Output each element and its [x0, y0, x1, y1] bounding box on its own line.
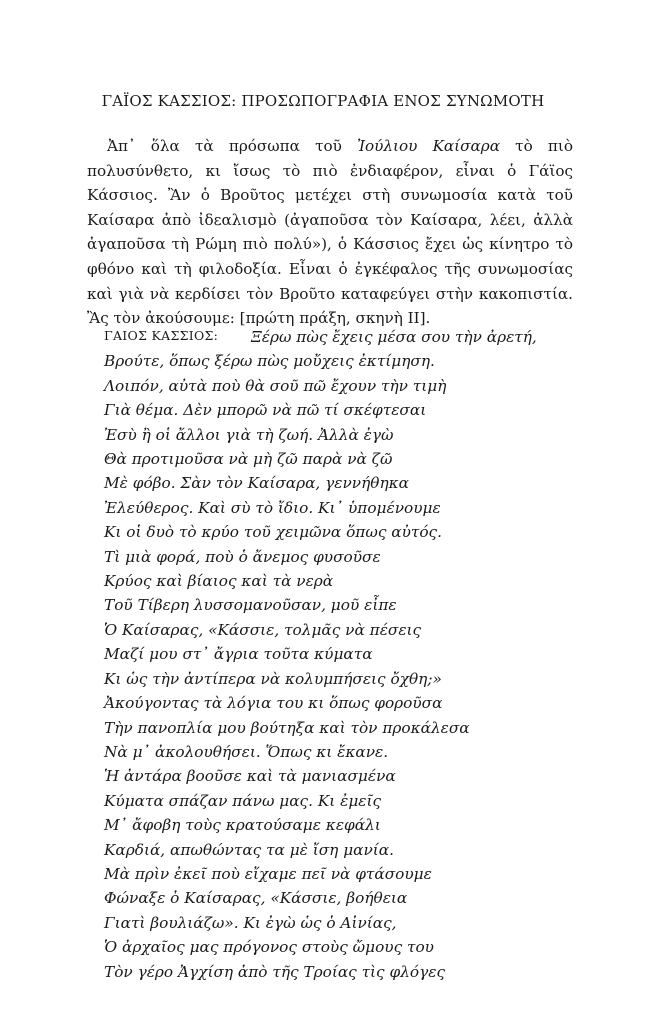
verse-line: Ἡ ἀντάρα βοοῦσε καὶ τὰ μανιασμένα — [104, 767, 396, 786]
verse-line: Γιὰ θέμα. Δὲν μπορῶ νὰ πῶ τί σκέφτεσαι — [104, 401, 427, 420]
section-heading: ΓΑΪΟΣ ΚΑΣΣΙΟΣ: ΠΡΟΣΩΠΟΓΡΑΦΙΑ ΕΝΟΣ ΣΥΝΩΜΟΤΗ — [101, 92, 545, 110]
verse-line: Τοῦ Τίβερη λυσσομανοῦσαν, μοῦ εἶπε — [104, 596, 397, 615]
verse-line: Μ᾿ ἄφοβη τοὺς κρατούσαμε κεφάλι — [104, 816, 381, 835]
verse-line: Φώναξε ὁ Καίσαρας, «Κάσσιε, βοήθεια — [104, 889, 408, 908]
verse-line: Μὲ φόβο. Σὰν τὸν Καίσαρα, γεννήθηκα — [104, 474, 409, 493]
verse-line: Ὁ ἀρχαῖος μας πρόγονος στοὺς ὤμους του — [104, 938, 434, 957]
intro-paragraph — [87, 134, 573, 331]
verse-line: Νὰ μ᾿ ἀκολουθήσει. Ὅπως κι ἔκανε. — [104, 742, 389, 761]
work-title: Ἰούλιου Καίσαρα — [357, 137, 500, 155]
verse-line: Κι ὡς τὴν ἀντίπερα νὰ κολυμπήσεις ὄχθη;» — [104, 669, 442, 688]
verse-line: Κρύος καὶ βίαιος καὶ τὰ νερὰ — [104, 572, 334, 591]
verse-line: Ὁ Καίσαρας, «Κάσσιε, τολμᾶς νὰ πέσεις — [104, 620, 422, 639]
verse-line: Λοιπόν, αὐτὰ ποὺ θὰ σοῦ πῶ ἔχουν τὴν τιμὴ — [104, 376, 447, 395]
verse-line: Μὰ πρὶν ἐκεῖ ποὺ εἴχαμε πεῖ νὰ φτάσουμε — [104, 864, 432, 883]
intro-text — [87, 134, 573, 331]
verse-line: Ἐλεύθερος. Καὶ σὺ τὸ ἴδιο. Κι᾿ ὑπομένουμε — [104, 498, 441, 517]
verse-line: Ἐσὺ ἢ οἱ ἄλλοι γιὰ τὴ ζωή. Ἀλλὰ ἐγὼ — [104, 425, 394, 444]
verse-line: Γιατὶ βουλιάζω». Κι ἐγὼ ὡς ὁ Αἰνίας, — [104, 913, 397, 932]
verse-line: Κύματα σπάζαν πάνω μας. Κι ἐμεῖς — [104, 791, 382, 810]
verse-line: Θὰ προτιμοῦσα νὰ μὴ ζῶ παρὰ νὰ ζῶ — [104, 450, 393, 469]
verse-line: Ἀκούγοντας τὰ λόγια του κι ὅπως φοροῦσα — [104, 694, 443, 713]
intro-text-part1: Ἀπ᾿ ὅλα τὰ πρόσωπα τοῦ — [107, 137, 358, 155]
verse-line: Κι οἱ δυὸ τὸ κρύο τοῦ χειμῶνα ὅπως αὐτός. — [104, 523, 442, 542]
verse-line: Τὶ μιὰ φορά, ποὺ ὁ ἄνεμος φυσοῦσε — [104, 547, 381, 566]
verse-line: Τὸν γέρο Ἀγχίση ἀπὸ τῆς Τροίας τὶς φλόγες — [104, 962, 446, 981]
verse-line: Ξέρω πὼς ἔχεις μέσα σου τὴν ἀρετή, — [251, 328, 537, 346]
verse-line: Μαζί μου στ᾿ ἄγρια τοῦτα κύματα — [104, 645, 373, 664]
intro-text-part2: τὸ πιὸ πολυσύνθετο, κι ἴσως τὸ πιὸ ἐνδιαφέρον, εἶναι ὁ Γάϊος Κάσσιος. Ἂν ὁ Βροῦτος μετέχει στὴ συνωμοσία κατὰ τοῦ Καίσαρα ἀπὸ ἰδεαλισμὸ (ἀγαποῦσα τὸν Καίσαρα, λέει, ἀλλὰ ἀγαποῦσα τὴ Ρώμη πιὸ πολύ»), ὁ Κάσσιος ἔχει ὡς κίνητρο τὸ φθόνο καὶ τὴ φιλοδοξία. Εἶναι ὁ ἐγκέφαλος τῆς συνωμοσίας καὶ γιὰ νὰ κερδίσει τὸν Βροῦτο καταφεύγει στὴν κακοπιστία. Ἂς τὸν ἀκούσουμε: [πρώτη πράξη, σκηνὴ II]. — [87, 137, 574, 328]
speaker-label: ΓΑΙΟΣ ΚΑΣΣΙΟΣ: — [104, 328, 219, 343]
verse-line: Καρδιά, απωθώντας τα μὲ ἴση μανία. — [104, 840, 394, 859]
verse-block — [104, 325, 584, 984]
verse-line: Τὴν πανοπλία μου βούτηξα καὶ τὸν προκάλεσα — [104, 718, 470, 737]
verse-line: Βρούτε, ὅπως ξέρω πὼς μοὔχεις ἐκτίμηση. — [104, 352, 435, 371]
